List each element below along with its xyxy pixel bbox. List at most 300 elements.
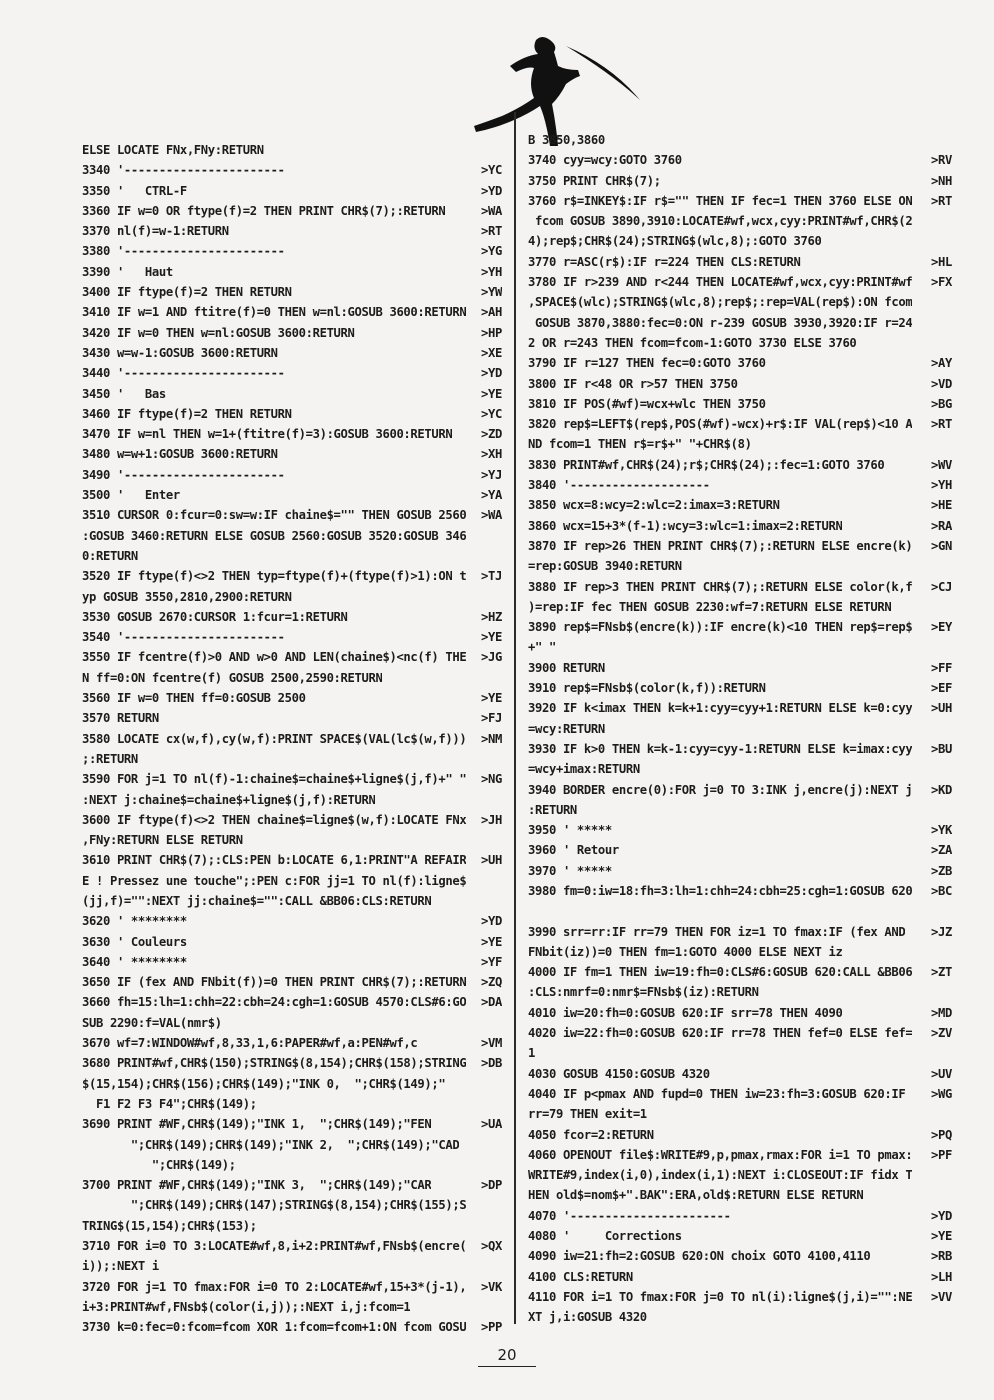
code-text: 3960 ' Retour <box>528 843 619 858</box>
code-text: 4010 iw=20:fh=0:GOSUB 620:IF srr=78 THEN 4090 <box>528 1005 843 1020</box>
code-text: 4110 FOR i=1 TO fmax:FOR j=0 TO nl(i):ligne$(j,i)="":NE <box>528 1289 913 1304</box>
code-text: 3630 ' Couleurs <box>82 934 187 949</box>
code-line <box>528 881 952 901</box>
column-divider <box>514 112 516 1324</box>
code-text: 3710 FOR i=0 TO 3:LOCATE#wf,8,i+2:PRINT#wf,FNsb$(encre( <box>82 1239 467 1254</box>
code-text: 3840 '-------------------- <box>528 478 710 493</box>
checksum-code: >DA <box>481 995 502 1010</box>
code-text: 2 OR r=243 THEN fcom=fcom-1:GOTO 3730 ELSE 3760 <box>528 335 857 350</box>
code-line <box>528 719 952 739</box>
code-text: 3780 IF r>239 AND r<244 THEN LOCATE#wf,wcx,cyy:PRINT#wf <box>528 275 913 290</box>
checksum-code: >VD <box>931 376 952 391</box>
checksum-code: >PF <box>931 1147 952 1162</box>
code-line <box>82 810 502 830</box>
code-text: 3350 ' CTRL-F <box>82 183 187 198</box>
code-line <box>528 901 952 921</box>
code-line <box>528 759 952 779</box>
checksum-code: >RV <box>931 153 952 168</box>
checksum-code: >ZB <box>931 863 952 878</box>
code-text: :NEXT j:chaine$=chaine$+ligne$(j,f):RETURN <box>82 792 376 807</box>
code-line <box>82 932 502 952</box>
checksum-code: >YD <box>481 914 502 929</box>
checksum-code: >RB <box>931 1249 952 1264</box>
checksum-code: >YE <box>481 691 502 706</box>
code-line <box>528 1287 952 1307</box>
checksum-code: >YD <box>481 183 502 198</box>
code-text: 3700 PRINT #WF,CHR$(149);"INK 3, ";CHR$(149);"CAR <box>82 1178 432 1193</box>
code-line <box>528 840 952 860</box>
code-line <box>528 1267 952 1287</box>
code-line <box>528 780 952 800</box>
code-text: 3750 PRINT CHR$(7); <box>528 173 661 188</box>
code-text: E ! Pressez une touche";:PEN c:FOR jj=1 TO nl(f):ligne$ <box>82 873 467 888</box>
code-line <box>82 1277 502 1297</box>
code-line <box>528 516 952 536</box>
checksum-code: >EF <box>931 681 952 696</box>
code-line <box>528 658 952 678</box>
checksum-code: >AH <box>481 305 502 320</box>
code-line <box>82 769 502 789</box>
checksum-code: >VM <box>481 1036 502 1051</box>
code-line <box>82 688 502 708</box>
code-line <box>82 566 502 586</box>
code-line <box>82 546 502 566</box>
code-line <box>82 830 502 850</box>
code-line <box>82 1155 502 1175</box>
code-line <box>528 698 952 718</box>
checksum-code: >VK <box>481 1279 502 1294</box>
code-text: FNbit(iz))=0 THEN fm=1:GOTO 4000 ELSE NEXT iz <box>528 944 843 959</box>
checksum-code: >JG <box>481 650 502 665</box>
checksum-code: >TJ <box>481 569 502 584</box>
code-text: 3580 LOCATE cx(w,f),cy(w,f):PRINT SPACE$(VAL(lc$(w,f))) <box>82 731 467 746</box>
code-line <box>82 140 502 160</box>
code-line <box>528 1307 952 1327</box>
code-line <box>82 871 502 891</box>
code-line <box>82 485 502 505</box>
code-line <box>82 1195 502 1215</box>
code-line <box>528 455 952 475</box>
code-text: 3790 IF r=127 THEN fec=0:GOTO 3760 <box>528 356 766 371</box>
code-text: 3920 IF k<imax THEN k=k+1:cyy=cyy+1:RETURN ELSE k=0:cyy <box>528 701 913 716</box>
code-line <box>82 465 502 485</box>
code-line <box>82 647 502 667</box>
checksum-code: >ZD <box>481 427 502 442</box>
code-text: N ff=0:ON fcentre(f) GOSUB 2500,2590:RETURN <box>82 670 383 685</box>
code-text: 3910 rep$=FNsb$(color(k,f)):RETURN <box>528 681 766 696</box>
code-text: :RETURN <box>528 802 577 817</box>
code-text: :CLS:nmrf=0:nmr$=FNsb$(iz):RETURN <box>528 985 759 1000</box>
code-line <box>528 1084 952 1104</box>
code-text: 3410 IF w=1 AND ftitre(f)=0 THEN w=nl:GOSUB 3600:RETURN <box>82 305 467 320</box>
code-line <box>528 1023 952 1043</box>
code-text: 3360 IF w=0 OR ftype(f)=2 THEN PRINT CHR$(7);:RETURN <box>82 203 446 218</box>
code-text: 3430 w=w-1:GOSUB 3600:RETURN <box>82 345 278 360</box>
checksum-code: >UA <box>481 1117 502 1132</box>
code-text: 3720 FOR j=1 TO fmax:FOR i=0 TO 2:LOCATE#wf,15+3*(j-1), <box>82 1279 467 1294</box>
checksum-code: >MD <box>931 1005 952 1020</box>
code-line <box>82 1033 502 1053</box>
code-text: 3890 rep$=FNsb$(encre(k)):IF encre(k)<10 THEN rep$=rep$ <box>528 620 913 635</box>
code-line <box>528 414 952 434</box>
checksum-code: >YK <box>931 823 952 838</box>
checksum-code: >BG <box>931 396 952 411</box>
code-line <box>82 160 502 180</box>
code-text: 3440 '----------------------- <box>82 366 285 381</box>
checksum-code: >FJ <box>481 711 502 726</box>
checksum-code: >FX <box>931 275 952 290</box>
checksum-code: >WA <box>481 203 502 218</box>
checksum-code: >GN <box>931 538 952 553</box>
checksum-code: >YE <box>481 630 502 645</box>
code-text: 3730 k=0:fec=0:fcom=fcom XOR 1:fcom=fcom+1:ON fcom GOSU <box>82 1320 467 1335</box>
code-text: 3950 ' ***** <box>528 823 612 838</box>
code-text: 3390 ' Haut <box>82 264 173 279</box>
checksum-code: >YD <box>481 366 502 381</box>
code-line <box>82 992 502 1012</box>
checksum-code: >VV <box>931 1289 952 1304</box>
code-text: HEN old$=nom$+".BAK":ERA,old$:RETURN ELSE RETURN <box>528 1188 864 1203</box>
code-line <box>82 241 502 261</box>
code-text: 3770 r=ASC(r$):IF r=224 THEN CLS:RETURN <box>528 254 801 269</box>
code-text: 3940 BORDER encre(0):FOR j=0 TO 3:INK j,encre(j):NEXT j <box>528 782 913 797</box>
code-text: 3860 wcx=15+3*(f-1):wcy=3:wlc=1:imax=2:RETURN <box>528 518 843 533</box>
checksum-code: >RA <box>931 518 952 533</box>
code-line <box>82 282 502 302</box>
code-line <box>82 1013 502 1033</box>
code-line <box>528 231 952 251</box>
checksum-code: >DP <box>481 1178 502 1193</box>
checksum-code: >UH <box>931 701 952 716</box>
code-text: 1 <box>528 1046 535 1061</box>
code-text: 3520 IF ftype(f)<>2 THEN typ=ftype(f)+(ftype(f)>1):ON t <box>82 569 467 584</box>
code-text: 3680 PRINT#wf,CHR$(150);STRING$(8,154);CHR$(158);STRING <box>82 1056 467 1071</box>
code-line <box>528 556 952 576</box>
checksum-code: >AY <box>931 356 952 371</box>
code-line <box>82 404 502 424</box>
code-text: ;:RETURN <box>82 751 138 766</box>
checksum-code: >XH <box>481 447 502 462</box>
code-line <box>82 708 502 728</box>
code-text: 3590 FOR j=1 TO nl(f)-1:chaine$=chaine$+ligne$(j,f)+" " <box>82 772 467 787</box>
code-line <box>528 597 952 617</box>
checksum-code: >YC <box>481 163 502 178</box>
code-text: 3650 IF (fex AND FNbit(f))=0 THEN PRINT CHR$(7);:RETURN <box>82 975 467 990</box>
code-line <box>528 333 952 353</box>
code-text: 3880 IF rep>3 THEN PRINT CHR$(7);:RETURN ELSE color(k,f <box>528 579 913 594</box>
code-text: 4);rep$;CHR$(24);STRING$(wlc,8);:GOTO 3760 <box>528 234 822 249</box>
code-line <box>82 444 502 464</box>
checksum-code: >YD <box>931 1208 952 1223</box>
code-line <box>82 1175 502 1195</box>
code-line <box>528 577 952 597</box>
checksum-code: >FF <box>931 660 952 675</box>
checksum-code: >NG <box>481 772 502 787</box>
code-text: 3370 nl(f)=w-1:RETURN <box>82 224 229 239</box>
checksum-code: >ZV <box>931 1026 952 1041</box>
checksum-code: >XE <box>481 345 502 360</box>
code-text: 3810 IF POS(#wf)=wcx+wlc THEN 3750 <box>528 396 766 411</box>
code-line <box>528 1003 952 1023</box>
code-line <box>528 313 952 333</box>
checksum-code: >ZQ <box>481 975 502 990</box>
code-line <box>82 972 502 992</box>
code-text: 4020 iw=22:fh=0:GOSUB 620:IF rr=78 THEN fef=0 ELSE fef= <box>528 1026 913 1041</box>
code-line <box>82 627 502 647</box>
code-text: +" " <box>528 640 556 655</box>
code-text: 3820 rep$=LEFT$(rep$,POS(#wf)-wcx)+r$:IF VAL(rep$)<10 A <box>528 417 913 432</box>
checksum-code: >PQ <box>931 1127 952 1142</box>
checksum-code: >YW <box>481 285 502 300</box>
code-text: 4000 IF fm=1 THEN iw=19:fh=0:CLS#6:GOSUB 620:CALL &BB06 <box>528 965 913 980</box>
code-line <box>528 252 952 272</box>
code-text: 3980 fm=0:iw=18:fh=3:lh=1:chh=24:cbh=25:cgh=1:GOSUB 620 <box>528 883 913 898</box>
code-line <box>528 495 952 515</box>
code-line <box>82 891 502 911</box>
code-text: 0:RETURN <box>82 548 138 563</box>
code-line <box>528 353 952 373</box>
code-line <box>82 952 502 972</box>
code-line <box>528 434 952 454</box>
code-line <box>82 1236 502 1256</box>
checksum-code: >DB <box>481 1056 502 1071</box>
checksum-code: >YE <box>931 1229 952 1244</box>
checksum-code: >HZ <box>481 609 502 624</box>
code-line <box>528 942 952 962</box>
checksum-code: >UV <box>931 1066 952 1081</box>
checksum-code: >RT <box>931 417 952 432</box>
code-text: F1 F2 F3 F4";CHR$(149); <box>82 1096 257 1111</box>
code-line <box>528 739 952 759</box>
code-line <box>528 211 952 231</box>
code-text: =rep:GOSUB 3940:RETURN <box>528 559 682 574</box>
code-line <box>82 181 502 201</box>
code-line <box>528 800 952 820</box>
code-line <box>82 1135 502 1155</box>
code-line <box>528 637 952 657</box>
checksum-code: >CJ <box>931 579 952 594</box>
code-text: 4030 GOSUB 4150:GOSUB 4320 <box>528 1066 710 1081</box>
code-text: 3540 '----------------------- <box>82 630 285 645</box>
code-line <box>82 323 502 343</box>
code-line <box>528 982 952 1002</box>
checksum-code: >YG <box>481 244 502 259</box>
page-number: 20 <box>497 1346 517 1364</box>
code-line <box>528 1064 952 1084</box>
left-code-column <box>82 140 502 1338</box>
code-line <box>528 922 952 942</box>
code-line <box>528 374 952 394</box>
code-text: B 3850,3860 <box>528 133 605 147</box>
code-line <box>82 262 502 282</box>
code-text: GOSUB 3870,3880:fec=0:ON r-239 GOSUB 3930,3920:IF r=24 <box>528 315 913 330</box>
code-text: 4040 IF p<pmax AND fupd=0 THEN iw=23:fh=3:GOSUB 620:IF <box>528 1086 906 1101</box>
code-line <box>528 1185 952 1205</box>
code-line <box>82 201 502 221</box>
code-text: 3850 wcx=8:wcy=2:wlc=2:imax=3:RETURN <box>528 498 780 513</box>
checksum-code: >JH <box>481 812 502 827</box>
code-line <box>528 962 952 982</box>
code-line <box>82 587 502 607</box>
checksum-code: >RT <box>931 193 952 208</box>
code-text: 3690 PRINT #WF,CHR$(149);"INK 1, ";CHR$(149);"FEN <box>82 1117 432 1132</box>
checksum-code: >LH <box>931 1269 952 1284</box>
code-line <box>82 729 502 749</box>
code-text: 3380 '----------------------- <box>82 244 285 259</box>
code-line <box>528 475 952 495</box>
code-text: )=rep:IF fec THEN GOSUB 2230:wf=7:RETURN ELSE RETURN <box>528 599 892 614</box>
code-line <box>528 1104 952 1124</box>
code-text: XT j,i:GOSUB 4320 <box>528 1310 647 1325</box>
checksum-code: >BC <box>931 883 952 898</box>
checksum-code: >HL <box>931 254 952 269</box>
code-text: ,FNy:RETURN ELSE RETURN <box>82 833 243 848</box>
checksum-code: >NM <box>481 731 502 746</box>
code-text: 4090 iw=21:fh=2:GOSUB 620:ON choix GOTO 4100,4110 <box>528 1249 871 1264</box>
code-text: i+3:PRINT#wf,FNsb$(color(i,j));:NEXT i,j:fcom=1 <box>82 1299 411 1314</box>
checksum-code: >YA <box>481 488 502 503</box>
checksum-code: >YE <box>481 386 502 401</box>
code-text: 3490 '----------------------- <box>82 467 285 482</box>
code-line <box>82 343 502 363</box>
checksum-code: >PP <box>481 1320 502 1335</box>
checksum-code: >KD <box>931 782 952 797</box>
code-line <box>528 820 952 840</box>
checksum-code: >UH <box>481 853 502 868</box>
code-line <box>528 171 952 191</box>
code-text: 3560 IF w=0 THEN ff=0:GOSUB 2500 <box>82 691 306 706</box>
code-text: 3830 PRINT#wf,CHR$(24);r$;CHR$(24);:fec=1:GOTO 3760 <box>528 457 885 472</box>
code-text: :GOSUB 3460:RETURN ELSE GOSUB 2560:GOSUB 3520:GOSUB 346 <box>82 528 467 543</box>
code-text: 4060 OPENOUT file$:WRITE#9,p,pmax,rmax:FOR i=1 TO pmax: <box>528 1147 913 1162</box>
code-line <box>528 272 952 292</box>
code-text: SUB 2290:f=VAL(nmr$) <box>82 1015 222 1030</box>
code-text: =wcy+imax:RETURN <box>528 762 640 777</box>
code-line <box>528 191 952 211</box>
checksum-code: >YH <box>931 478 952 493</box>
code-line <box>82 790 502 810</box>
code-text: 3600 IF ftype(f)<>2 THEN chaine$=ligne$(w,f):LOCATE FNx <box>82 812 467 827</box>
checksum-code: >RT <box>481 224 502 239</box>
code-line <box>528 1165 952 1185</box>
checksum-code: >WG <box>931 1086 952 1101</box>
code-text: ,SPACE$(wlc);STRING$(wlc,8);rep$;:rep=VAL(rep$):ON fcom <box>528 295 913 310</box>
code-line <box>82 1094 502 1114</box>
checksum-code: >EY <box>931 620 952 635</box>
code-line <box>82 1114 502 1134</box>
code-line <box>528 678 952 698</box>
checksum-code: >WA <box>481 508 502 523</box>
code-text: 3400 IF ftype(f)=2 THEN RETURN <box>82 285 292 300</box>
code-text: ";CHR$(149);CHR$(147);STRING$(8,154);CHR$(155);S <box>82 1198 467 1213</box>
code-line <box>82 302 502 322</box>
code-text: 3550 IF fcentre(f)>0 AND w>0 AND LEN(chaine$)<nc(f) THE <box>82 650 467 665</box>
code-text: TRING$(15,154);CHR$(153); <box>82 1218 257 1233</box>
code-text: 3740 cyy=wcy:GOTO 3760 <box>528 153 682 168</box>
code-text: 3660 fh=15:lh=1:chh=22:cbh=24:cgh=1:GOSUB 4570:CLS#6:GO <box>82 995 467 1010</box>
code-text: rr=79 THEN exit=1 <box>528 1107 647 1122</box>
code-text: 3760 r$=INKEY$:IF r$="" THEN IF fec=1 THEN 3760 ELSE ON <box>528 193 913 208</box>
code-line <box>82 1074 502 1094</box>
code-text: 3970 ' ***** <box>528 863 612 878</box>
code-line <box>82 749 502 769</box>
code-text: ELSE LOCATE FNx,FNy:RETURN <box>82 143 264 157</box>
checksum-code: >YH <box>481 264 502 279</box>
checksum-code: >QX <box>481 1239 502 1254</box>
code-text: ";CHR$(149);CHR$(149);"INK 2, ";CHR$(149);"CAD <box>82 1137 460 1152</box>
code-text: (jj,f)="":NEXT jj:chaine$="":CALL &BB06:CLS:RETURN <box>82 893 432 908</box>
code-text: 3460 IF ftype(f)=2 THEN RETURN <box>82 406 292 421</box>
code-line <box>82 526 502 546</box>
code-line <box>82 221 502 241</box>
code-text: 3420 IF w=0 THEN w=nl:GOSUB 3600:RETURN <box>82 325 355 340</box>
code-text: 3800 IF r<48 OR r>57 THEN 3750 <box>528 376 738 391</box>
checksum-code: >ZT <box>931 965 952 980</box>
code-line <box>82 1297 502 1317</box>
page-number-underline <box>478 1366 536 1367</box>
checksum-code: >JZ <box>931 924 952 939</box>
code-line <box>528 536 952 556</box>
code-text: 3510 CURSOR 0:fcur=0:sw=w:IF chaine$="" THEN GOSUB 2560 <box>82 508 467 523</box>
code-text: 3870 IF rep>26 THEN PRINT CHR$(7);:RETURN ELSE encre(k) <box>528 538 913 553</box>
code-line <box>528 130 952 150</box>
code-line <box>528 1226 952 1246</box>
code-line <box>82 1053 502 1073</box>
code-line <box>82 424 502 444</box>
code-text: ";CHR$(149); <box>82 1157 236 1172</box>
checksum-code: >YF <box>481 954 502 969</box>
code-text: 3610 PRINT CHR$(7);:CLS:PEN b:LOCATE 6,1:PRINT"A REFAIR <box>82 853 467 868</box>
checksum-code: >ZA <box>931 843 952 858</box>
code-text: 4050 fcor=2:RETURN <box>528 1127 654 1142</box>
code-text: i));:NEXT i <box>82 1259 159 1274</box>
code-line <box>528 617 952 637</box>
code-line <box>528 394 952 414</box>
code-line <box>528 1145 952 1165</box>
code-line <box>528 1043 952 1063</box>
code-text: 3900 RETURN <box>528 660 605 675</box>
code-text: $(15,154);CHR$(156);CHR$(149);"INK 0, ";CHR$(149);" <box>82 1076 446 1091</box>
code-line <box>528 150 952 170</box>
code-line <box>82 911 502 931</box>
code-line <box>82 850 502 870</box>
code-line <box>528 1246 952 1266</box>
code-text: 3670 wf=7:WINDOW#wf,8,33,1,6:PAPER#wf,a:PEN#wf,c <box>82 1036 418 1051</box>
code-line <box>82 1317 502 1337</box>
code-text: fcom GOSUB 3890,3910:LOCATE#wf,wcx,cyy:PRINT#wf,CHR$(2 <box>528 214 913 229</box>
code-text: 3620 ' ******** <box>82 914 187 929</box>
code-text: 3530 GOSUB 2670:CURSOR 1:fcur=1:RETURN <box>82 609 348 624</box>
checksum-code: >YC <box>481 406 502 421</box>
code-text: 3480 w=w+1:GOSUB 3600:RETURN <box>82 447 278 462</box>
code-text: 4080 ' Corrections <box>528 1229 682 1244</box>
code-text: 3450 ' Bas <box>82 386 166 401</box>
checksum-code: >HP <box>481 325 502 340</box>
code-line <box>82 1216 502 1236</box>
code-text: 3640 ' ******** <box>82 954 187 969</box>
code-text: 3340 '----------------------- <box>82 163 285 178</box>
code-line <box>82 1256 502 1276</box>
checksum-code: >NH <box>931 173 952 188</box>
checksum-code: >YJ <box>481 467 502 482</box>
code-text: yp GOSUB 3550,2810,2900:RETURN <box>82 589 292 604</box>
checksum-code: >BU <box>931 741 952 756</box>
code-line <box>528 1125 952 1145</box>
code-text: 3470 IF w=nl THEN w=1+(ftitre(f)=3):GOSUB 3600:RETURN <box>82 427 453 442</box>
code-text: =wcy:RETURN <box>528 721 605 736</box>
code-line <box>82 505 502 525</box>
code-line <box>528 861 952 881</box>
